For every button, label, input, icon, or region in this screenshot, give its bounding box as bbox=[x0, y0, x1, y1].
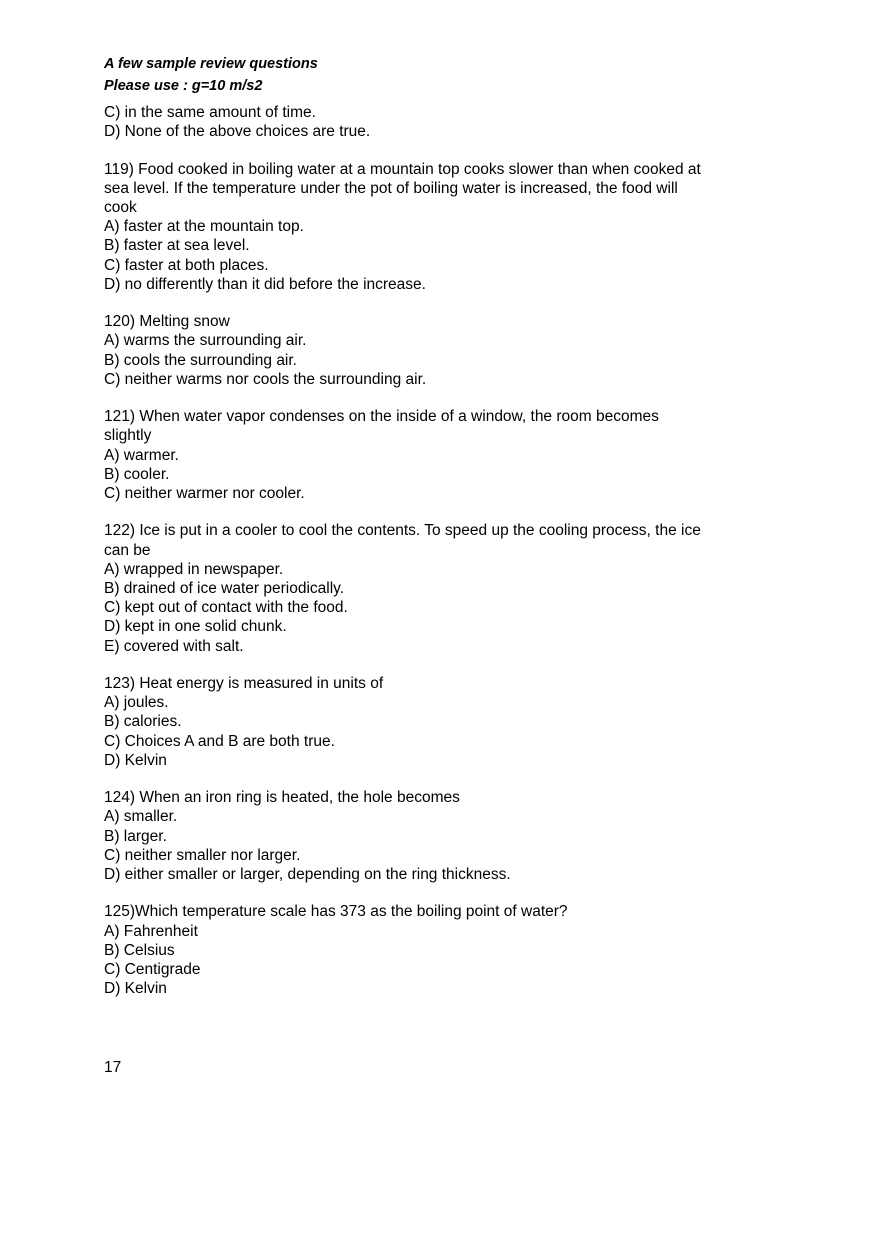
option-b: B) faster at sea level. bbox=[104, 237, 250, 255]
question-stem: 120) Melting snow bbox=[104, 313, 230, 331]
spacer bbox=[104, 770, 744, 788]
option-c: C) kept out of contact with the food. bbox=[104, 599, 348, 617]
question-stem: cook bbox=[104, 199, 137, 216]
question-119 bbox=[104, 160, 744, 294]
question-stem: can be bbox=[104, 541, 151, 559]
previous-question-continuation bbox=[104, 103, 744, 141]
option-b: B) calories. bbox=[104, 713, 182, 731]
option-a: A) faster at the mountain top. bbox=[104, 218, 304, 236]
question-120 bbox=[104, 312, 744, 389]
spacer bbox=[104, 656, 744, 674]
question-stem: 124) When an iron ring is heated, the hole becomes bbox=[104, 789, 460, 807]
option-b: B) Celsius bbox=[104, 941, 175, 959]
option-b: B) larger. bbox=[104, 827, 167, 845]
spacer bbox=[104, 141, 744, 159]
option-d: D) Kelvin bbox=[104, 980, 167, 998]
option-a: A) warmer. bbox=[104, 446, 179, 464]
header-note: Please use : g=10 m/s2 bbox=[104, 77, 263, 94]
option-line: C) in the same amount of time. bbox=[104, 104, 316, 121]
question-stem: 123) Heat energy is measured in units of bbox=[104, 675, 384, 693]
option-a: A) smaller. bbox=[104, 808, 178, 826]
question-stem: 122) Ice is put in a cooler to cool the contents. To speed up the cooling process, the ice bbox=[104, 522, 701, 540]
option-d: D) kept in one solid chunk. bbox=[104, 618, 287, 636]
spacer bbox=[104, 884, 744, 902]
option-c: C) Choices A and B are both true. bbox=[104, 732, 335, 750]
option-d: D) no differently than it did before the increase. bbox=[104, 275, 426, 293]
question-stem: 121) When water vapor condenses on the inside of a window, the room becomes bbox=[104, 408, 659, 426]
option-a: A) joules. bbox=[104, 694, 169, 712]
option-d: D) Kelvin bbox=[104, 751, 167, 769]
question-121 bbox=[104, 407, 744, 503]
question-stem: slightly bbox=[104, 427, 152, 445]
option-a: A) wrapped in newspaper. bbox=[104, 560, 284, 578]
option-b: B) cooler. bbox=[104, 465, 170, 483]
option-b: B) drained of ice water periodically. bbox=[104, 580, 345, 598]
spacer bbox=[104, 503, 744, 521]
header-title: A few sample review questions bbox=[104, 56, 318, 72]
question-122 bbox=[104, 521, 744, 655]
option-a: A) Fahrenheit bbox=[104, 922, 198, 940]
question-stem: 125)Which temperature scale has 373 as the boiling point of water? bbox=[104, 903, 568, 921]
option-c: C) faster at both places. bbox=[104, 256, 269, 274]
question-124 bbox=[104, 788, 744, 884]
document-body bbox=[104, 103, 744, 998]
option-c: C) Centigrade bbox=[104, 961, 201, 979]
option-d: D) either smaller or larger, depending on the ring thickness. bbox=[104, 866, 511, 884]
question-stem: 119) Food cooked in boiling water at a mountain top cooks slower than when cooked at bbox=[104, 160, 701, 178]
question-stem: sea level. If the temperature under the pot of boiling water is increased, the food will bbox=[104, 179, 678, 197]
page-number: 17 bbox=[104, 1059, 122, 1076]
option-c: C) neither warmer nor cooler. bbox=[104, 485, 305, 503]
option-a: A) warms the surrounding air. bbox=[104, 332, 307, 350]
page-header bbox=[104, 54, 318, 97]
spacer bbox=[104, 294, 744, 312]
question-123 bbox=[104, 674, 744, 770]
question-125 bbox=[104, 902, 744, 998]
option-c: C) neither warms nor cools the surrounding air. bbox=[104, 370, 427, 388]
option-line: D) None of the above choices are true. bbox=[104, 123, 371, 141]
option-e: E) covered with salt. bbox=[104, 637, 244, 655]
option-c: C) neither smaller nor larger. bbox=[104, 846, 301, 864]
option-b: B) cools the surrounding air. bbox=[104, 351, 297, 369]
spacer bbox=[104, 389, 744, 407]
